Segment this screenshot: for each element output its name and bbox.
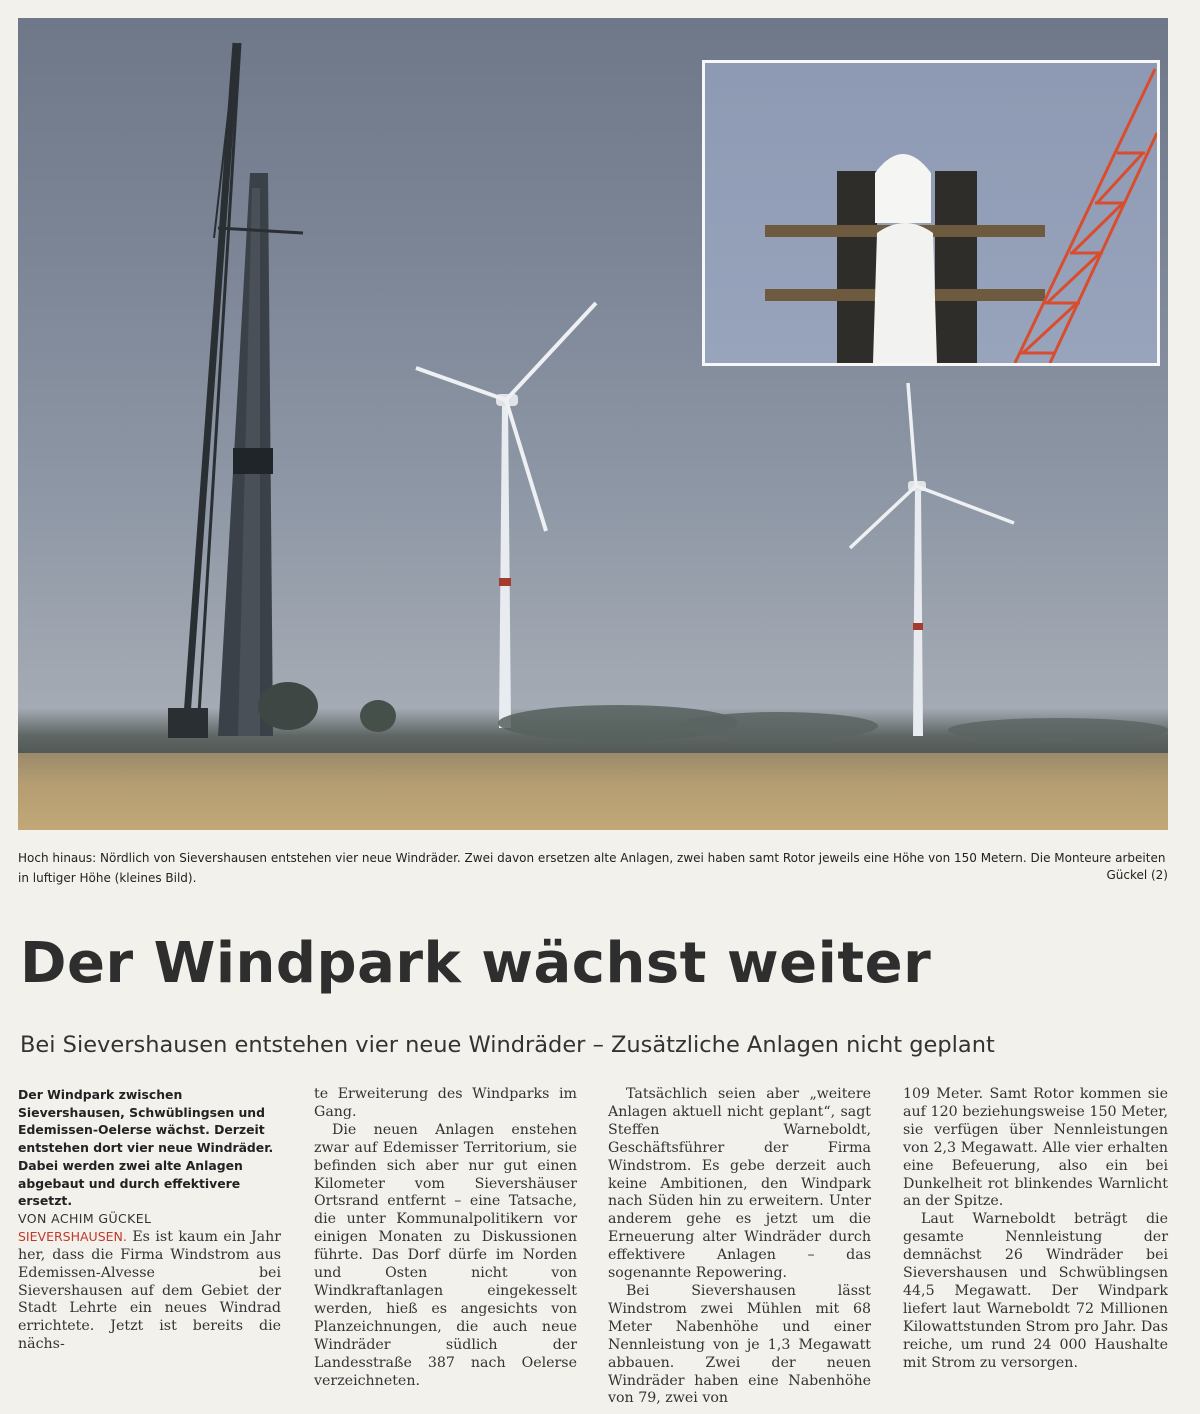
article-column-2 xyxy=(314,1086,577,1390)
main-photo xyxy=(18,18,1168,830)
body-paragraph: te Erweiterung des Windparks im Gang. xyxy=(314,1086,577,1120)
body-paragraph: Die neuen Anlagen enstehen zwar auf Edemisser Territorium, sie befinden sich aber nur gut einen Kilometer vom Sievershäuser Ortsrand entfernt – eine Tatsache, die unter Kommunalpolitikern vor einigen Monaten zu Diskussionen führte. Das Dorf dürfe im Norden und Osten nicht von Windkraftanlagen eingekesselt werden, hieß es angesichts von Planzeichnungen, die auch neue Windräder südlich der Landesstraße 387 nach Oelerse verzeichneten. xyxy=(314,1121,577,1389)
nacelle-assembly-scene xyxy=(705,63,1157,363)
subheadline: Bei Sievershausen entstehen vier neue Windräder – Zusätzliche Anlagen nicht geplant xyxy=(20,1032,995,1058)
headline: Der Windpark wächst weiter xyxy=(20,931,932,996)
dateline: SIEVERSHAUSEN. xyxy=(18,1228,127,1244)
lead-paragraph: Der Windpark zwischen Sievershausen, Schwüblingsen und Edemissen-Oelerse wächst. Derzeit entstehen dort vier neue Windräder. Dabei werden zwei alte Anlagen abgebaut und durch effektivere ersetzt. xyxy=(18,1087,274,1209)
body-paragraph: Tatsächlich seien aber „weitere Anlagen aktuell nicht geplant“, sagt Steffen Warneboldt, Geschäftsführer der Firma Windstrom. Es gebe derzeit auch keine Ambitionen, den Windpark nach Süden hin zu erweitern. Unter anderem gehe es jetzt um die Erneuerung alter Windräder durch effektivere Anlagen – das sogenannte Repowering. xyxy=(608,1086,871,1282)
body-paragraph: Bei Sievershausen lässt Windstrom zwei Mühlen mit 68 Meter Nabenhöhe und einer Nennleistung von je 1,3 Megawatt abbauen. Zwei der neuen Windräder haben eine Nabenhöhe von 79, zwei von xyxy=(608,1282,871,1407)
body-paragraph xyxy=(18,1228,281,1354)
author-byline: VON ACHIM GÜCKEL xyxy=(18,1210,152,1226)
article-column-3 xyxy=(608,1086,871,1408)
wind-turbine-1 xyxy=(416,303,596,728)
wind-turbine-2 xyxy=(850,383,1014,736)
body-text: Es ist kaum ein Jahr her, dass die Firma Windstrom aus Edemissen-Alvesse bei Sievershausen auf dem Gebiet der Stadt Lehrte ein neues Windrad errichtete. Jetzt ist bereits die nächs- xyxy=(18,1228,282,1353)
photo-credit: Gückel (2) xyxy=(1106,868,1168,882)
article-column-1 xyxy=(18,1086,281,1354)
article-column-4 xyxy=(903,1086,1168,1373)
inset-photo xyxy=(702,60,1160,366)
body-paragraph: 109 Meter. Samt Rotor kommen sie auf 120 beziehungsweise 150 Meter, sie verfügen über Nennleistungen von 2,3 Megawatt. Alle vier erhalten eine Befeuerung, also ein bei Dunkelheit rot blinkendes Warnlicht an der Spitze. xyxy=(903,1086,1168,1210)
photo-caption: Hoch hinaus: Nördlich von Sievershausen entstehen vier neue Windräder. Zwei davon ersetzen alte Anlagen, zwei haben samt Rotor jeweils eine Höhe von 150 Metern. Die Monteure arbeiten in luftiger Höhe (kleines Bild). xyxy=(18,851,1166,885)
body-paragraph: Laut Warneboldt beträgt die gesamte Nennleistung der demnächst 26 Windräder bei Sievershausen und Schwüblingsen 44,5 Megawatt. Der Windpark liefert laut Warneboldt 72 Millionen Kilowattstunden Strom pro Jahr. Das reiche, um rund 24 000 Haushalte mit Strom zu versorgen. xyxy=(903,1211,1168,1371)
